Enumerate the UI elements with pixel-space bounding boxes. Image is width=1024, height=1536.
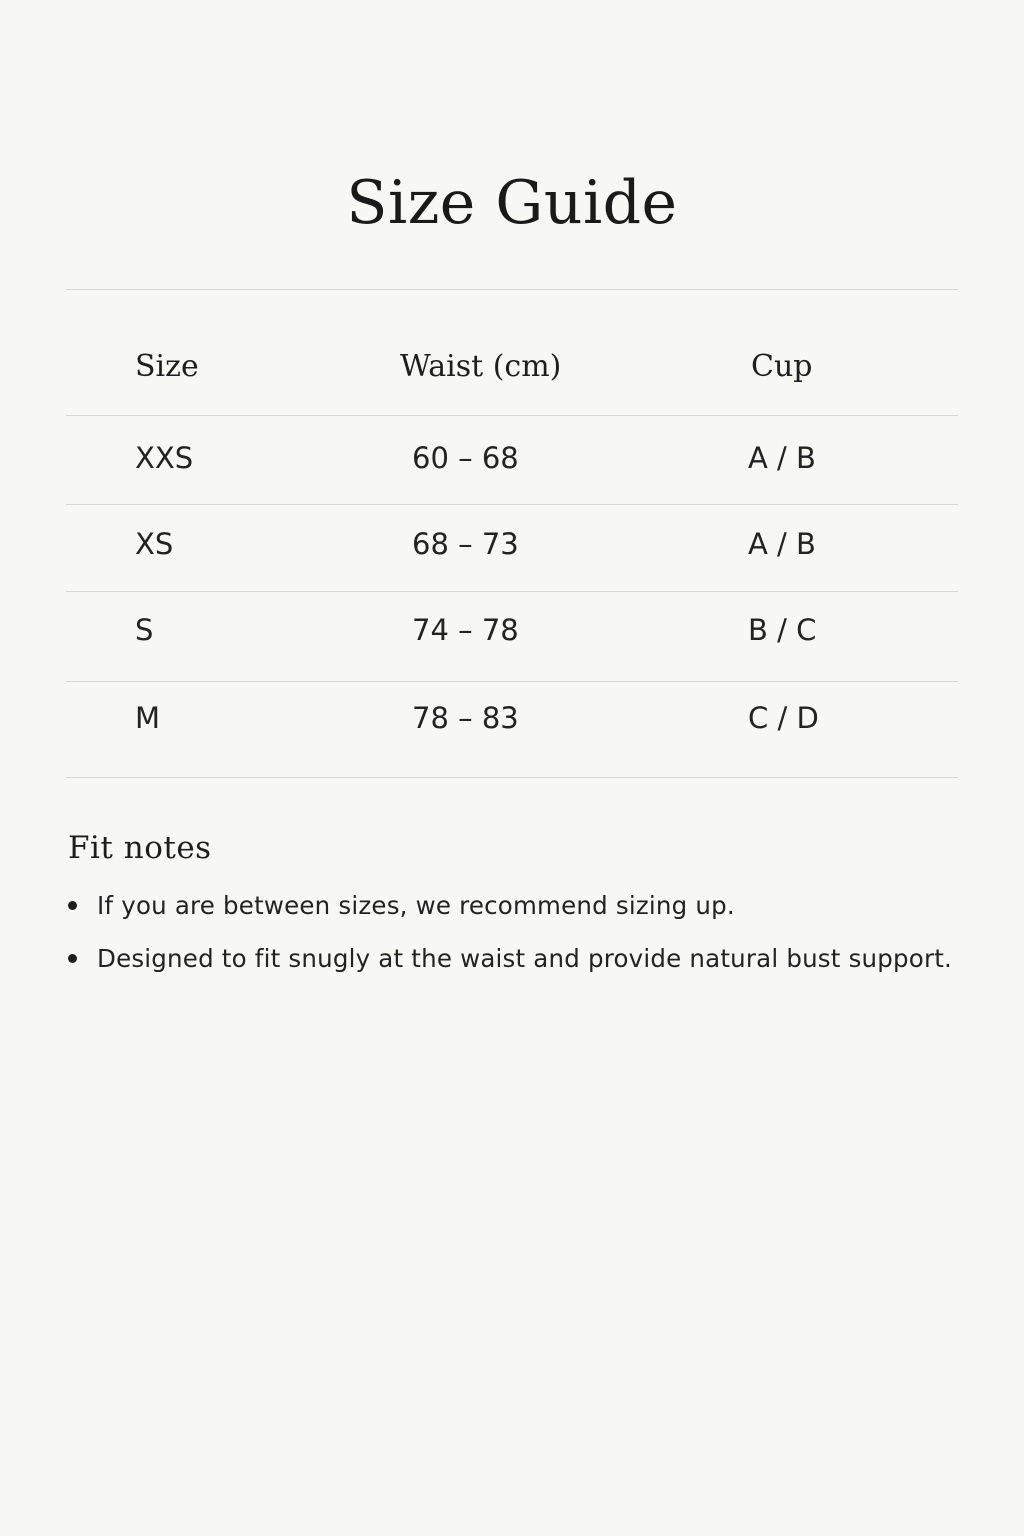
row-divider (66, 681, 958, 682)
row-divider (66, 504, 958, 505)
table-top-divider (66, 289, 958, 290)
waist-cell: 60 – 68 (412, 441, 519, 475)
waist-cell: 74 – 78 (412, 613, 519, 647)
list-item (68, 941, 1024, 994)
page-title: Size Guide (346, 168, 678, 238)
table-bottom-divider (66, 777, 958, 778)
size-cell: XS (135, 527, 174, 561)
fit-note-text: If you are between sizes, we recommend sizing up. (97, 891, 735, 920)
row-divider (66, 591, 958, 592)
cup-cell: A / B (748, 441, 816, 475)
size-cell: M (135, 701, 161, 735)
column-header-waist: Waist (cm) (400, 349, 562, 384)
waist-cell: 78 – 83 (412, 701, 519, 735)
row-divider (66, 415, 958, 416)
column-header-size: Size (135, 349, 199, 384)
bullet-icon (68, 901, 77, 910)
cup-cell: A / B (748, 527, 816, 561)
size-cell: S (135, 613, 154, 647)
column-header-cup: Cup (751, 349, 813, 384)
waist-cell: 68 – 73 (412, 527, 519, 561)
fit-note-text: Designed to fit snugly at the waist and provide natural bust support. (97, 944, 953, 973)
fit-notes-heading: Fit notes (68, 830, 212, 866)
cup-cell: C / D (748, 701, 819, 735)
fit-notes-list (68, 888, 1024, 994)
bullet-icon (68, 954, 77, 963)
size-cell: XXS (135, 441, 194, 475)
cup-cell: B / C (748, 613, 817, 647)
list-item (68, 888, 1024, 941)
